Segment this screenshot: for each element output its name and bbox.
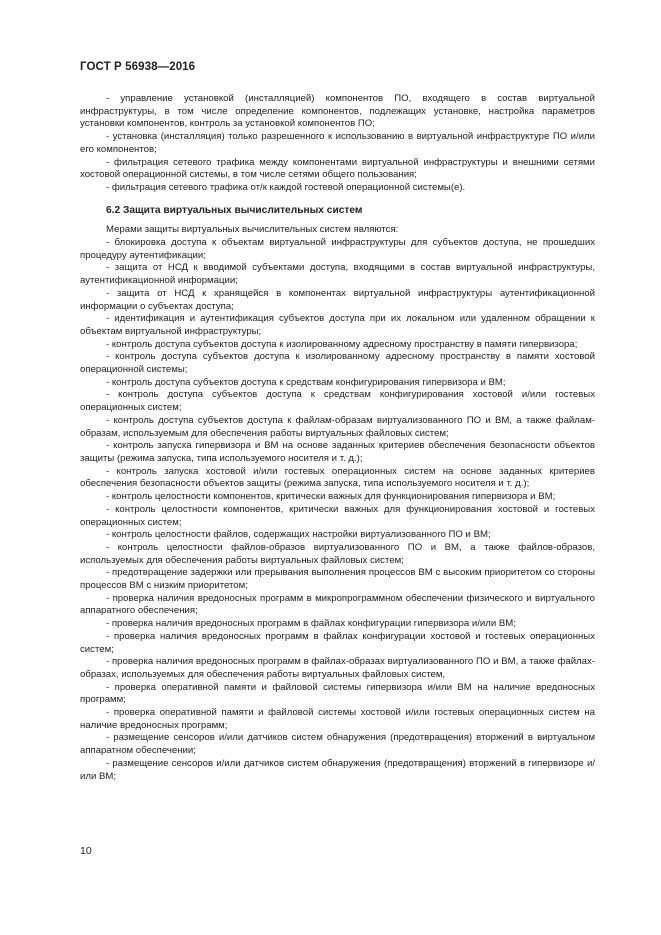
paragraph: - проверка наличия вредоносных программ в файлах-образах виртуализованного ПО и ВМ, а также файлах-образах, используемых для обеспечения работы виртуальных файловых систем,	[80, 656, 595, 680]
paragraph: - контроль доступа субъектов доступа к средствам конфигурирования гипервизора и ВМ;	[106, 376, 506, 388]
document-header: ГОСТ Р 56938—2016	[80, 61, 196, 73]
paragraph: - контроль доступа субъектов доступа к изолированному адресному пространству в памяти хостовой операционной системы;	[80, 351, 595, 376]
paragraph: - фильтрация сетевого трафика между компонентами виртуальной инфраструктуры и внешними сетями хостовой операционной системы, в том числе сетями общего пользования;	[80, 156, 595, 181]
paragraph: - размещение сенсоров и/или датчиков систем обнаружения (предотвращения) вторжений в виртуальном аппаратном обеспечении;	[80, 732, 595, 757]
paragraph: - защита от НСД к хранящейся в компонентах виртуальной инфраструктуры аутентификационной информации о субъектах доступа;	[80, 287, 595, 312]
paragraph: - установка (инсталляция) только разрешенного к использованию в виртуальной инфраструктуре ПО и/или его компонентов;	[80, 131, 595, 155]
paragraph: - контроль целостности файлов-образов виртуализованного ПО и ВМ, а также файлов-образов, используемых для обеспечения работы виртуальных файловых систем;	[80, 541, 595, 566]
paragraph: Мерами защиты виртуальных вычислительных систем являются:	[106, 224, 399, 236]
paragraph: - контроль доступа субъектов доступа к средствам конфигурирования хостовой и/или гостевых операционных систем;	[80, 389, 595, 414]
paragraph: - контроль запуска хостовой и/или гостевых операционных систем на основе заданных критериев обеспечения безопасности объектов защиты (режима запуска, типа используемого носителя и т. д.);	[80, 465, 595, 490]
page-content	[80, 93, 595, 783]
paragraph: - блокировка доступа к объектам виртуальной инфраструктуры для субъектов доступа, не прошедших процедуру аутентификации;	[80, 237, 595, 261]
paragraph: - идентификация и аутентификация субъектов доступа при их локальном или удаленном обращении к объектам виртуальной инфраструктуры;	[80, 313, 595, 337]
paragraph: - контроль целостности компонентов, критически важных для функционирования хостовой и гостевых операционных систем;	[80, 503, 595, 528]
paragraph: - размещение сенсоров и/или датчиков систем обнаружения (предотвращения) вторжений в гипервизоре и/или ВМ;	[80, 757, 595, 782]
section-heading: 6.2 Защита виртуальных вычислительных систем	[106, 204, 363, 216]
paragraph: - проверка оперативной памяти и файловой системы хостовой и/или гостевых операционных систем на наличие вредоносных программ;	[80, 707, 595, 731]
paragraph-block-main	[80, 224, 595, 783]
paragraph: - контроль доступа субъектов доступа к файлам-образам виртуализованного ПО и ВМ, а также файлам-образам, используемым для обеспечения работы виртуальных файловых систем;	[80, 414, 595, 439]
paragraph: - контроль запуска гипервизора и ВМ на основе заданных критериев обеспечения безопасности объектов защиты (режима запуска, типа используемого носителя и т. д.);	[80, 440, 595, 464]
paragraph: - управление установкой (инсталляцией) компонентов ПО, входящего в состав виртуальной инфраструктуры, в том числе определение компонентов, подлежащих установке, настройка параметров установки компонентов, контроль за установкой компонентов ПО;	[80, 93, 595, 130]
paragraph: - проверка наличия вредоносных программ в микропрограммном обеспечении физического и виртуального аппаратного обеспечения;	[80, 592, 595, 617]
paragraph: - проверка наличия вредоносных программ в файлах конфигурации гипервизора и/или ВМ;	[106, 618, 516, 630]
paragraph: - проверка оперативной памяти и файловой системы гипервизора и/или ВМ на наличие вредоносных программ;	[80, 681, 595, 706]
paragraph: - предотвращение задержки или прерывания выполнения процессов ВМ с высоким приоритетом со стороны процессов ВМ с низким приоритетом;	[80, 567, 595, 592]
paragraph: - фильтрация сетевого трафика от/к каждой гостевой операционной системы(е).	[106, 181, 466, 193]
paragraph: - контроль доступа субъектов доступа к изолированному адресному пространству в памяти гипервизора;	[106, 338, 578, 350]
paragraph: - проверка наличия вредоносных программ в файлах конфигурации хостовой и гостевых операционных систем;	[80, 630, 595, 655]
paragraph: - контроль целостности файлов, содержащих настройки виртуализованного ПО и ВМ;	[106, 529, 491, 541]
paragraph: - контроль целостности компонентов, критически важных для функционирования гипервизора и ВМ;	[106, 491, 556, 503]
paragraph: - защита от НСД к вводимой субъектами доступа, входящими в состав виртуальной инфраструктуры, аутентификационной информации;	[80, 262, 595, 287]
page-number: 10	[80, 845, 92, 857]
paragraph-block-top	[80, 93, 595, 195]
